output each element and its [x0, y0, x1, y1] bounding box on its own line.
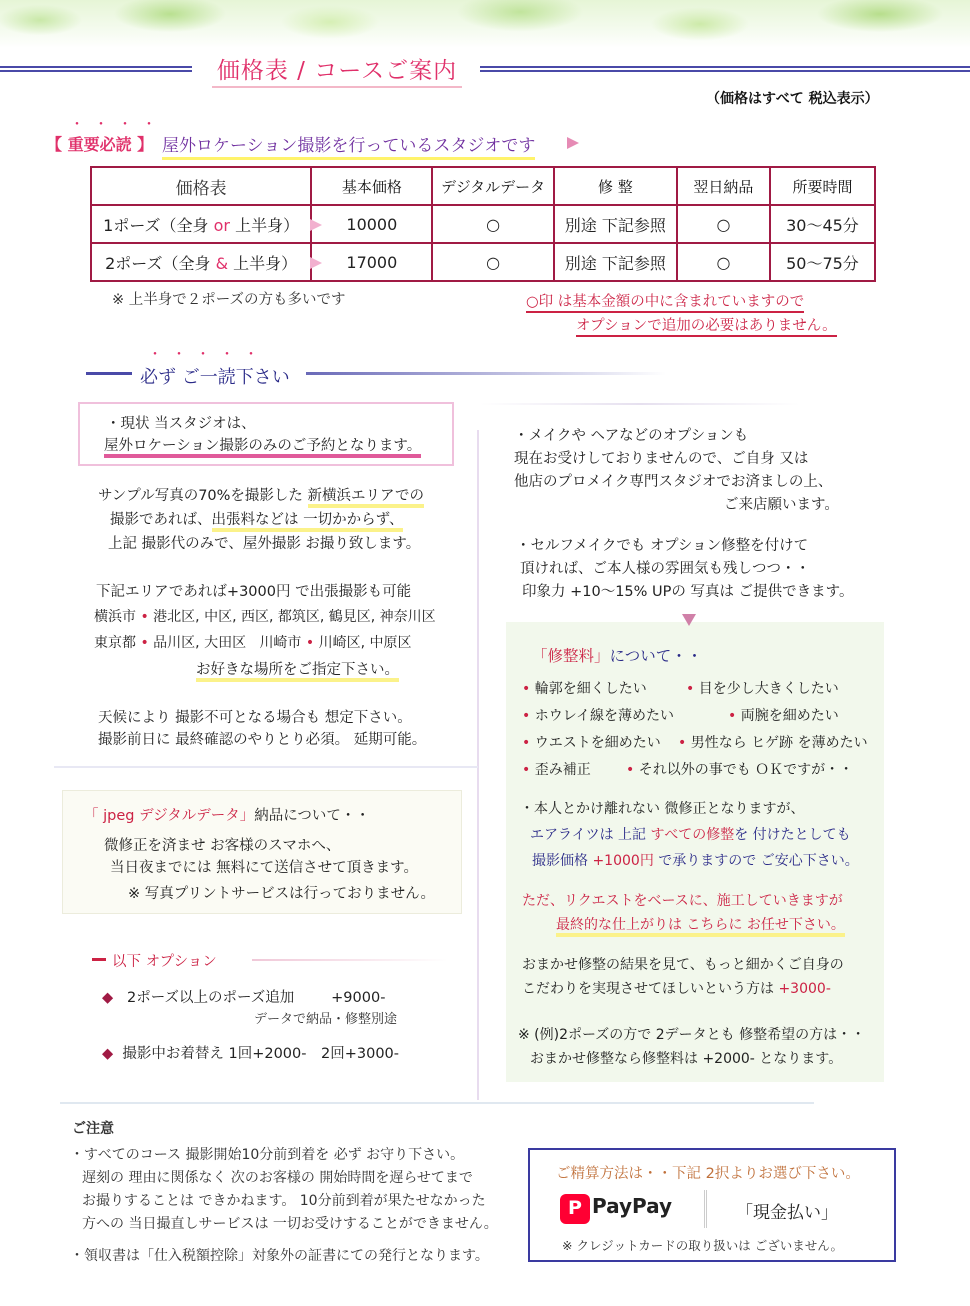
status-line-2: [104, 434, 421, 455]
table-row: [91, 205, 875, 243]
notice-line: ・領収書は「仕入税額控除」対象外の証書にての発行となります。: [70, 1248, 489, 1264]
area-yokohama-list: 港北区, 中区, 西区, 都筑区, 鶴見区, 神奈川区: [153, 609, 436, 625]
plan-label-tail: 上半身）: [228, 253, 298, 273]
area-kawasaki-city: 川崎市: [259, 635, 302, 651]
minor-line-2c: を 付けたとしても: [734, 827, 851, 843]
data-cell: ○: [432, 243, 553, 281]
emphasis-dots: ・・・・・: [148, 347, 268, 363]
weather-line-1: 天候により 撮影不可となる場合も 想定下さい。: [98, 710, 412, 726]
table-header: 修 整: [554, 167, 677, 205]
important-badge: 【 重要必読 】: [46, 135, 154, 154]
area-tokyo-city: 東京都: [94, 635, 136, 651]
table-header: 価格表: [91, 167, 311, 205]
retouch-item-label: 歪み補正: [534, 762, 591, 778]
retouch-title-red: 「修整料」: [532, 647, 610, 665]
retouch-item-label: ウエストを細めたい: [534, 735, 661, 751]
row-divider: [54, 766, 478, 768]
emphasis-dots: ・・・・: [70, 117, 166, 133]
omakase-line-2: [522, 978, 831, 998]
sample-line-1a: サンプル写真の70%を撮影した: [98, 488, 308, 504]
jpeg-line-2: 当日夜までには 無料にて送信させて頂きます。: [110, 860, 418, 876]
jpeg-title-red: 「 jpeg デジタルデータ」: [84, 808, 255, 824]
tax-note: （価格はすべて 税込表示）: [706, 91, 879, 107]
minor-line-3c: で承りますので ご安心下さい。: [653, 853, 859, 869]
request-line-1: ただ、リクエストをベースに、施工していきますが: [522, 893, 843, 909]
retouch-title-rest: について・・: [609, 647, 703, 665]
bullet-dot: •: [301, 635, 319, 651]
column-divider: [477, 430, 479, 1100]
sample-line-2: [110, 508, 403, 529]
place-line-text: お好きな場所をご指定下さい。: [196, 662, 399, 682]
option-1-label: 2ポーズ以上のポーズ追加: [126, 990, 295, 1006]
row-divider: [480, 403, 800, 405]
table-header: 所要時間: [770, 167, 875, 205]
retouch-title: [532, 644, 702, 666]
bullet-dot: •: [522, 708, 535, 724]
option-1-price: +9000-: [331, 990, 386, 1006]
plan-cell: [91, 243, 311, 281]
bullet-dot: •: [728, 708, 741, 724]
retouch-item-label: ホウレイ線を薄めたい: [534, 708, 675, 724]
request-line-2-text: 最終的な仕上がりは こちらに お任せ下さい。: [556, 917, 845, 937]
plan-label-tail: 上半身）: [229, 215, 300, 235]
next-day-cell: ○: [677, 205, 770, 243]
arrow-down-icon: [682, 614, 696, 626]
table-header-row: [91, 167, 875, 205]
retouch-item: [626, 759, 853, 779]
bullet-dot: •: [686, 681, 699, 697]
makeup-line-2: 現在お受けしておりませんので、ご自身 又は: [514, 451, 809, 467]
table-note-left: ※ 上半身で２ポーズの方も多いです: [112, 292, 346, 308]
bullet-dot: •: [678, 735, 691, 751]
cash-label: 「現金払い」: [736, 1203, 838, 1223]
jpeg-line-1: 微修正を済ませ お客様のスマホへ、: [104, 838, 341, 854]
bottom-divider: [60, 1102, 814, 1104]
plan-cell: [91, 205, 311, 243]
bullet-dot: •: [522, 681, 535, 697]
minor-line-3: [532, 850, 859, 870]
retouch-item: [522, 732, 661, 752]
next-day-cell: ○: [677, 243, 770, 281]
area-yokohama: [94, 606, 436, 626]
price-cell: 17000: [311, 243, 432, 281]
notice-line: 遅刻の 理由に関係なく 次のお客様の 開始時間を遅らせてまで: [82, 1170, 473, 1186]
bullet-dot: •: [522, 735, 535, 751]
retouch-item: [686, 678, 839, 698]
price-table: [90, 166, 876, 282]
retouch-item: [728, 705, 839, 725]
retouch-item: [522, 678, 647, 698]
area-tokyo: [94, 632, 412, 652]
request-line-2: [556, 914, 845, 934]
example-line-1: ※ (例)2ポーズの方で 2データとも 修整希望の方は・・: [518, 1027, 866, 1043]
minor-line-1: ・本人とかけ離れない 微修正となりますが、: [520, 801, 805, 817]
retouch-item: [678, 732, 868, 752]
sample-line-1: [98, 484, 424, 505]
bullet-dot: •: [626, 762, 639, 778]
plan-label: 1ポーズ（全身: [103, 215, 214, 235]
makeup-line-1: ・メイクや ヘアなどのオプションも: [514, 428, 749, 444]
retouch-item-label: 輪郭を細くしたい: [534, 681, 647, 697]
heading-rule-left: [86, 372, 132, 375]
payment-title: ご精算方法は・・下記 2択よりお選び下さい。: [556, 1166, 860, 1182]
table-header: 基本価格: [311, 167, 432, 205]
data-cell: ○: [432, 205, 553, 243]
retouch-item-label: 目を少し大きくしたい: [698, 681, 839, 697]
payment-divider: [704, 1190, 707, 1228]
jpeg-title: [84, 804, 370, 825]
minor-line-2: [530, 824, 851, 844]
option-2-label: 撮影中お着替え 1回+2000- 2回+3000-: [122, 1046, 399, 1062]
heading-rule-right: [306, 372, 666, 375]
status-line-1: ・現状 当スタジオは、: [106, 416, 256, 432]
table-note-right-1: ○印 は基本金額の中に含まれていますので: [526, 290, 804, 313]
area-intro: 下記エリアであれば+3000円 で出張撮影も可能: [96, 584, 412, 600]
sample-line-3: 上記 撮影代のみで、屋外撮影 お撮り致します。: [108, 536, 421, 552]
paypay-icon: [560, 1194, 590, 1224]
notice-line: 方への 当日撮直しサービスは 一切お受けすることができません。: [82, 1216, 498, 1232]
self-line-3: 印象力 +10〜15% UPの 写真は ご提供できます。: [522, 584, 854, 600]
arrow-right-icon: [310, 219, 322, 231]
title-rule-right: [480, 66, 970, 72]
diamond-icon: ◆: [102, 990, 114, 1006]
sample-line-2b: 出張料などは 一切かからず、: [212, 512, 404, 532]
sample-line-1b: 新横浜エリアでの: [308, 488, 424, 508]
arrow-right-icon: [310, 257, 322, 269]
option-1-sub: データで納品・修整別途: [254, 1012, 398, 1027]
page-title: 価格表 / コースご案内: [212, 52, 462, 88]
important-text: 屋外ロケーション撮影を行っているスタジオです: [162, 131, 535, 160]
minor-line-2b: すべての修整: [650, 827, 735, 843]
table-header: 翌日納品: [677, 167, 770, 205]
table-header: デジタルデータ: [432, 167, 553, 205]
bullet-dot: •: [136, 609, 154, 625]
makeup-line-3: 他店のプロメイク専門スタジオでお済ましの上、: [514, 474, 833, 490]
retouch-item-label: 男性なら ヒゲ跡 を薄めたい: [690, 735, 868, 751]
place-line: [196, 658, 399, 679]
arrow-right-icon: [567, 137, 579, 149]
retouch-cell: 別途 下記参照: [554, 205, 677, 243]
minor-line-3a: 撮影価格: [532, 853, 593, 869]
omakase-line-2a: こだわりを実現させてほしいという方は: [522, 981, 779, 997]
retouch-item: [522, 759, 591, 779]
minor-line-2a: エアライツは 上記: [530, 827, 651, 843]
status-line-2-text: 屋外ロケーション撮影のみのご予約となります。: [104, 438, 421, 458]
retouch-item-label: 両腕を細めたい: [740, 708, 839, 724]
bullet-dot: •: [136, 635, 154, 651]
must-read-heading: 必ず ご一読下さい: [140, 367, 290, 388]
paypay-label: PayPay: [592, 1194, 673, 1218]
table-row: [91, 243, 875, 281]
weather-line-2: 撮影前日に 最終確認のやりとり必須。 延期可能。: [98, 732, 427, 748]
option-item-1: [102, 986, 385, 1007]
notice-line: ・すべてのコース 撮影開始10分前到着を 必ず お守り下さい。: [70, 1147, 465, 1163]
retouch-item-label: それ以外の事でも ＯＫですが・・: [638, 762, 854, 778]
payment-note: ※ クレジットカードの取り扱いは ございません。: [562, 1238, 843, 1253]
sample-line-2a: 撮影であれば、: [110, 512, 212, 528]
notice-heading: ご注意: [72, 1121, 114, 1137]
diamond-icon: ◆: [102, 1046, 114, 1062]
jpeg-title-rest: 納品について・・: [254, 808, 370, 824]
self-line-2: 頂ければ、ご本人様の雰囲気も残しつつ・・: [520, 561, 810, 577]
option-heading: 以下 オプション: [112, 954, 217, 970]
area-tokyo-list: 品川区, 大田区: [153, 635, 247, 651]
retouch-item: [522, 705, 674, 725]
leaf-header-banner: [0, 0, 970, 48]
jpeg-line-3: ※ 写真プリントサービスは行っておりません。: [128, 886, 436, 902]
table-note-right-2: オプションで追加の必要はありません。: [576, 314, 837, 337]
option-dash: [92, 958, 106, 961]
option-rule: [252, 959, 448, 961]
notice-line: お撮りすることは できかねます。 10分前到着が果たせなかった: [82, 1193, 486, 1209]
self-line-1: ・セルフメイクでも オプション修整を付けて: [516, 538, 809, 554]
plan-label: 2ポーズ（全身: [105, 253, 216, 273]
minor-line-3b: +1000円: [592, 853, 654, 869]
omakase-line-2b: +3000-: [778, 981, 831, 997]
plan-connector: or: [213, 215, 230, 235]
time-cell: 50〜75分: [770, 243, 875, 281]
omakase-line-1: おまかせ修整の結果を見て、もっと細かくご自身の: [522, 957, 844, 973]
price-cell: 10000: [311, 205, 432, 243]
bullet-dot: •: [522, 762, 535, 778]
retouch-cell: 別途 下記参照: [554, 243, 677, 281]
option-item-2: [102, 1042, 399, 1063]
plan-connector: &: [215, 253, 229, 273]
title-rule-left: [0, 66, 192, 72]
example-line-2: おまかせ修整なら修整料は +2000- となります。: [530, 1051, 843, 1067]
time-cell: 30〜45分: [770, 205, 875, 243]
makeup-line-4: ご来店願います。: [724, 497, 839, 513]
payment-box: [528, 1148, 896, 1262]
area-yokohama-city: 横浜市: [94, 609, 136, 625]
area-kawasaki-list: 川崎区, 中原区: [318, 635, 412, 651]
